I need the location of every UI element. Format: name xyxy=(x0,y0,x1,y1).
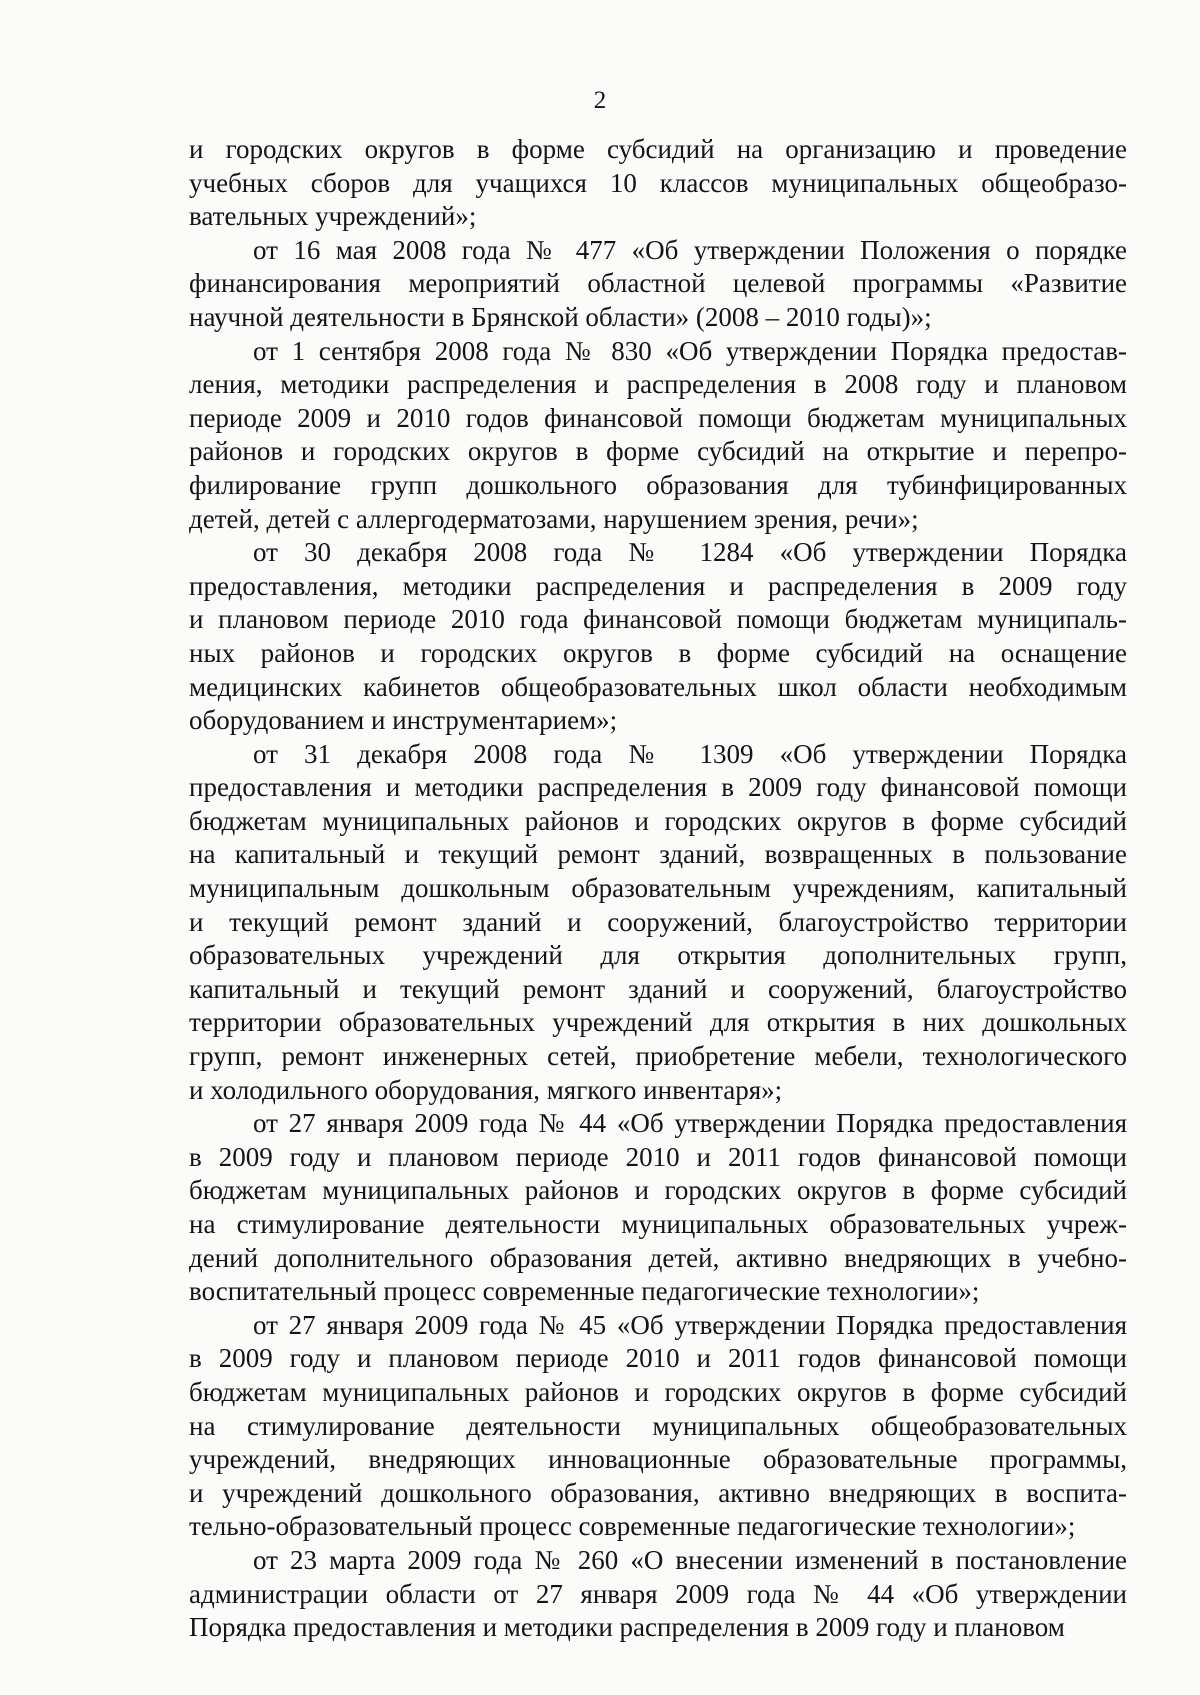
text-line: периоде 2009 и 2010 годов финансовой помощи бюджетам муниципальных xyxy=(189,402,1127,433)
paragraph xyxy=(189,1107,1127,1309)
text-line: вательных учреждений»; xyxy=(189,201,477,232)
text-line: от 1 сентября 2008 года № 830 «Об утверждении Порядка предостав- xyxy=(253,335,1127,366)
text-line: оборудованием и инструментарием»; xyxy=(189,705,618,736)
text-line: и плановом периоде 2010 года финансовой помощи бюджетам муниципаль- xyxy=(189,604,1127,635)
text-line: филирование групп дошкольного образования для тубинфицированных xyxy=(189,469,1127,500)
text-line: от 30 декабря 2008 года № 1284 «Об утверждении Порядка xyxy=(253,537,1127,568)
paragraph xyxy=(189,536,1127,738)
text-line: воспитательный процесс современные педагогические технологии»; xyxy=(189,1276,980,1307)
text-line: территории образовательных учреждений для открытия в них дошкольных xyxy=(189,1007,1127,1038)
text-line: муниципальным дошкольным образовательным учреждениям, капитальный xyxy=(189,873,1127,904)
text-line: от 31 декабря 2008 года № 1309 «Об утверждении Порядка xyxy=(253,738,1127,769)
text-line: учреждений, внедряющих инновационные образовательные программы, xyxy=(189,1444,1127,1475)
text-line: на стимулирование деятельности муниципальных образовательных учреж- xyxy=(189,1209,1127,1239)
text-line: и текущий ремонт зданий и сооружений, благоустройство территории xyxy=(189,906,1127,937)
text-line: в 2009 году и плановом периоде 2010 и 2011 годов финансовой помощи xyxy=(189,1141,1127,1172)
text-line: районов и городских округов в форме субсидий на открытие и перепро- xyxy=(189,436,1127,467)
text-line: тельно-образовательный процесс современные педагогические технологии»; xyxy=(189,1511,1076,1542)
text-line: ления, методики распределения и распределения в 2008 году и плановом xyxy=(189,369,1127,400)
text-line: на стимулирование деятельности муниципальных общеобразовательных xyxy=(189,1410,1127,1441)
paragraph xyxy=(189,1309,1127,1544)
text-line: и учреждений дошкольного образования, активно внедряющих в воспита- xyxy=(189,1477,1127,1508)
text-line: капитальный и текущий ремонт зданий и сооружений, благоустройство xyxy=(189,973,1127,1004)
paragraph xyxy=(189,738,1127,1108)
text-line: медицинских кабинетов общеобразовательных школ области необходимым xyxy=(189,671,1127,702)
text-line: учебных сборов для учащихся 10 классов муниципальных общеобразо- xyxy=(189,167,1127,198)
text-line: ных районов и городских округов в форме субсидий на оснащение xyxy=(189,637,1127,668)
text-line: образовательных учреждений для открытия дополнительных групп, xyxy=(189,940,1127,971)
paragraph xyxy=(189,335,1127,537)
text-line: Порядка предоставления и методики распределения в 2009 году и плановом xyxy=(189,1612,1065,1643)
text-line: предоставления и методики распределения в 2009 году финансовой помощи xyxy=(189,772,1127,803)
text-line: от 27 января 2009 года № 44 «Об утверждении Порядка предоставления xyxy=(253,1108,1127,1139)
text-line: научной деятельности в Брянской области» (2008 – 2010 годы)»; xyxy=(189,301,932,332)
text-line: администрации области от 27 января 2009 года № 44 «Об утверждении xyxy=(189,1578,1127,1609)
text-line: от 27 января 2009 года № 45 «Об утверждении Порядка предоставления xyxy=(253,1309,1127,1340)
text-line: и холодильного оборудования, мягкого инвентаря»; xyxy=(189,1074,783,1105)
text-line: бюджетам муниципальных районов и городских округов в форме субсидий xyxy=(189,805,1127,836)
text-line: в 2009 году и плановом периоде 2010 и 2011 годов финансовой помощи xyxy=(189,1343,1127,1374)
text-line: от 16 мая 2008 года № 477 «Об утверждении Положения о порядке xyxy=(253,234,1127,265)
text-line: дений дополнительного образования детей, активно внедряющих в учебно- xyxy=(189,1242,1127,1273)
text-line: групп, ремонт инженерных сетей, приобретение мебели, технологического xyxy=(189,1041,1127,1072)
text-line: бюджетам муниципальных районов и городских округов в форме субсидий xyxy=(189,1376,1127,1407)
text-line: от 23 марта 2009 года № 260 «О внесении изменений в постановление xyxy=(253,1544,1127,1575)
page-number: 2 xyxy=(593,87,607,114)
paragraph xyxy=(189,234,1127,335)
document-body xyxy=(189,133,1127,1645)
text-line: и городских округов в форме субсидий на организацию и проведение xyxy=(189,134,1127,164)
text-line: предоставления, методики распределения и распределения в 2009 году xyxy=(189,570,1127,601)
paragraph xyxy=(189,1544,1127,1645)
paragraph xyxy=(189,133,1127,234)
text-line: финансирования мероприятий областной целевой программы «Развитие xyxy=(189,268,1127,299)
text-line: на капитальный и текущий ремонт зданий, возвращенных в пользование xyxy=(189,839,1127,870)
text-line: бюджетам муниципальных районов и городских округов в форме субсидий xyxy=(189,1175,1127,1206)
text-line: детей, детей с аллергодерматозами, нарушением зрения, речи»; xyxy=(189,503,919,534)
